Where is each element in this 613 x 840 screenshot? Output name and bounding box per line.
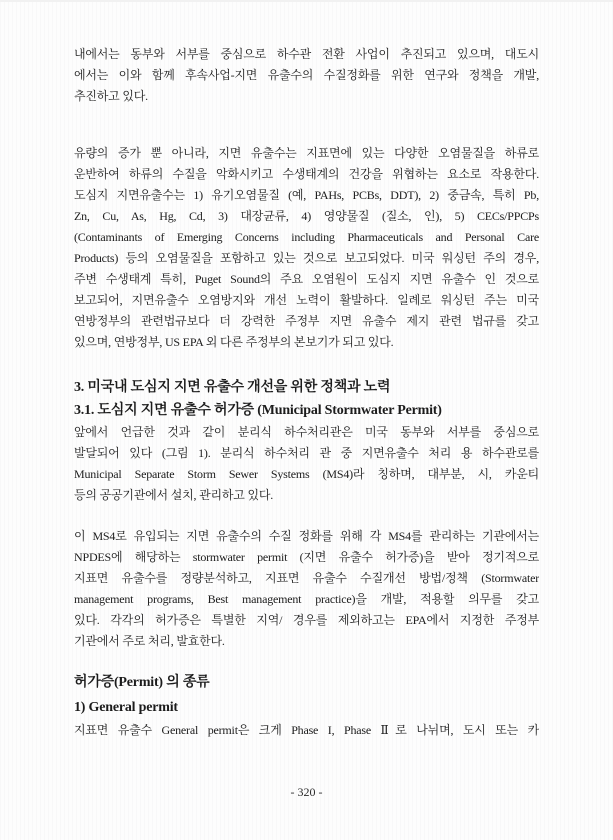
text-line: 내에서는 동부와 서부를 중심으로 하수관 전환 사업이 추진되고 있으며, 대도시 <box>74 47 539 61</box>
text-line: 지표면 유출수를 정량분석하고, 지표면 유출수 수질개선 방법/정책 (Stormwater <box>74 571 539 585</box>
text-line: 3.1. 도심지 지면 유출수 허가증 (Municipal Stormwater Permit) <box>74 403 442 418</box>
text-line: 보고되어, 지면유출수 오염방지와 개선 노력이 활발하다. 일례로 워싱턴 주는 미국 <box>74 293 539 307</box>
text-line: 기관에서 주로 처리, 발효한다. <box>74 634 225 648</box>
text-line: 1) General permit <box>74 700 178 715</box>
page-number: - 320 - <box>290 785 323 799</box>
text-line: 앞에서 언급한 것과 같이 분리식 하수처리관은 미국 동부와 서부를 중심으로 <box>74 425 539 439</box>
heading-permit-types <box>74 672 539 694</box>
text-line: 있다. 각각의 허가증은 특별한 지역/ 경우를 제외하고는 EPA에서 지정한 주정부 <box>74 613 539 627</box>
para-ms4-definition <box>74 422 539 506</box>
text-line: management programs, Best management practice)을 개발, 적용할 의무를 갖고 <box>74 592 539 606</box>
text-line: 허가증(Permit) 의 종류 <box>74 675 210 690</box>
heading-section-3-1 <box>74 400 539 422</box>
text-line: 주변 수생태계 특히, Puget Sound의 주요 오염원이 도심지 지면 유출수 인 것으로 <box>74 272 539 286</box>
text-line: Products) 등의 오염물질을 포함하고 있는 것으로 보고되었다. 미국 워싱턴 주의 경우, <box>74 251 539 265</box>
text-line: Zn, Cu, As, Hg, Cd, 3) 대장균류, 4) 영양물질 (질소, 인), 5) CECs/PPCPs <box>74 209 539 223</box>
text-line: 발달되어 있다 (그림 1). 분리식 하수처리 관 중 지면유출수 처리 용 하수관로를 <box>74 446 539 460</box>
text-line: 유량의 증가 뿐 아니라, 지면 유출수는 지표면에 있는 다양한 오염물질을 하류로 <box>74 146 539 160</box>
text-line: 연방정부의 관련법규보다 더 강력한 주정부 지면 유출수 제지 관련 법규를 갖고 <box>74 314 539 328</box>
text-line: 추진하고 있다. <box>74 89 148 103</box>
text-line: 등의 공공기관에서 설치, 관리하고 있다. <box>74 488 274 502</box>
text-line: (Contaminants of Emerging Concerns including Pharmaceuticals and Personal Care <box>74 230 539 244</box>
heading-section-3 <box>74 377 539 399</box>
para-runoff-pollutants <box>74 143 539 353</box>
text-line: 에서는 이와 함께 후속사업-지면 유출수의 수질정화를 위한 연구와 정책을 개발, <box>74 68 539 82</box>
para-npdes-permit <box>74 526 539 652</box>
text-line: 도심지 지면유출수는 1) 유기오염물질 (예, PAHs, PCBs, DDT), 2) 중금속, 특히 Pb, <box>74 188 539 202</box>
text-line: 이 MS4로 유입되는 지면 유출수의 수질 정화를 위해 각 MS4를 관리하는 기관에서는 <box>74 529 539 543</box>
para-general-permit <box>74 720 539 741</box>
text-line: 지표면 유출수 General permit은 크게 Phase I, Phase Ⅱ로 나뉘며, 도시 또는 카 <box>74 723 539 737</box>
text-line: 있으며, 연방정부, US EPA 외 다른 주정부의 본보기가 되고 있다. <box>74 335 394 349</box>
heading-general-permit <box>74 697 539 719</box>
text-line: NPDES에 해당하는 stormwater permit (지면 유출수 허가증)을 받아 정기적으로 <box>74 550 539 564</box>
page-content <box>74 44 539 741</box>
text-line: 운반하여 하류의 수질을 악화시키고 수생태계의 건강을 위협하는 요소로 작용한다. <box>74 167 539 181</box>
text-line: Municipal Separate Storm Sewer Systems (MS4)라 칭하며, 대부분, 시, 카운티 <box>74 467 539 481</box>
text-line: 3. 미국내 도심지 지면 유출수 개선을 위한 정책과 노력 <box>74 380 391 395</box>
para-sewer-conversion <box>74 44 539 107</box>
